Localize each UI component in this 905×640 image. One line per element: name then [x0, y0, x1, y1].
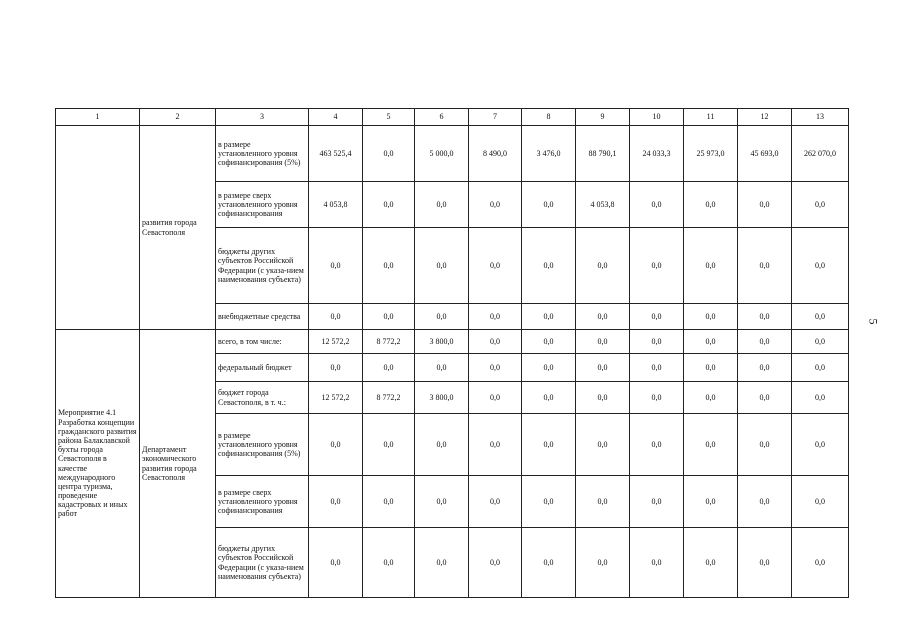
- value-cell: 0,0: [309, 304, 363, 330]
- value-cell: 0,0: [630, 382, 684, 414]
- value-cell: 0,0: [415, 228, 469, 304]
- value-cell: 3 800,0: [415, 382, 469, 414]
- value-cell: 0,0: [630, 330, 684, 354]
- value-cell: 0,0: [738, 414, 792, 476]
- value-cell: 0,0: [792, 354, 849, 382]
- value-cell: 0,0: [792, 476, 849, 528]
- funding-source-cell: в размере установленного уровня софинансирования (5%): [216, 126, 309, 182]
- funding-source-cell: внебюджетные средства: [216, 304, 309, 330]
- value-cell: 0,0: [363, 304, 415, 330]
- column-header: 2: [140, 109, 216, 126]
- value-cell: 88 790,1: [576, 126, 630, 182]
- value-cell: 0,0: [576, 382, 630, 414]
- value-cell: 0,0: [684, 414, 738, 476]
- funding-source-cell: бюджеты других субъектов Российской Федерации (с указа-нием наименования субъекта): [216, 228, 309, 304]
- value-cell: 0,0: [522, 382, 576, 414]
- funding-source-cell: бюджеты других субъектов Российской Федерации (с указа-нием наименования субъекта): [216, 528, 309, 598]
- value-cell: 0,0: [522, 182, 576, 228]
- value-cell: 0,0: [792, 182, 849, 228]
- value-cell: 0,0: [363, 354, 415, 382]
- value-cell: 0,0: [415, 476, 469, 528]
- activity-cell: [56, 126, 140, 330]
- value-cell: 0,0: [738, 382, 792, 414]
- value-cell: 0,0: [738, 304, 792, 330]
- value-cell: 0,0: [469, 476, 522, 528]
- value-cell: 0,0: [522, 528, 576, 598]
- column-header: 13: [792, 109, 849, 126]
- column-header: 8: [522, 109, 576, 126]
- value-cell: 0,0: [469, 528, 522, 598]
- value-cell: 0,0: [415, 528, 469, 598]
- value-cell: 0,0: [415, 182, 469, 228]
- value-cell: 0,0: [684, 476, 738, 528]
- funding-source-cell: в размере сверх установленного уровня софинансирования: [216, 182, 309, 228]
- value-cell: 4 053,8: [576, 182, 630, 228]
- value-cell: 0,0: [363, 126, 415, 182]
- value-cell: 0,0: [576, 528, 630, 598]
- value-cell: 0,0: [576, 414, 630, 476]
- value-cell: 0,0: [576, 304, 630, 330]
- value-cell: 0,0: [415, 414, 469, 476]
- budget-table: [55, 108, 849, 598]
- value-cell: 0,0: [309, 354, 363, 382]
- value-cell: 0,0: [630, 414, 684, 476]
- value-cell: 0,0: [684, 354, 738, 382]
- value-cell: 0,0: [576, 228, 630, 304]
- value-cell: 0,0: [684, 304, 738, 330]
- value-cell: 0,0: [469, 182, 522, 228]
- column-header: 11: [684, 109, 738, 126]
- value-cell: 3 800,0: [415, 330, 469, 354]
- value-cell: 0,0: [738, 182, 792, 228]
- value-cell: 8 490,0: [469, 126, 522, 182]
- activity-cell: Мероприятие 4.1 Разработка концепции гражданского развития района Балаклавской бухты города Севастополя в качестве международного центра туризма, проведение кадастровых и иных работ: [56, 330, 140, 598]
- value-cell: 0,0: [684, 528, 738, 598]
- value-cell: 0,0: [309, 528, 363, 598]
- value-cell: 0,0: [469, 228, 522, 304]
- value-cell: 0,0: [630, 528, 684, 598]
- value-cell: 0,0: [738, 476, 792, 528]
- funding-source-cell: в размере сверх установленного уровня софинансирования: [216, 476, 309, 528]
- value-cell: 0,0: [684, 330, 738, 354]
- value-cell: 0,0: [522, 330, 576, 354]
- value-cell: 262 070,0: [792, 126, 849, 182]
- value-cell: 0,0: [792, 330, 849, 354]
- value-cell: 0,0: [792, 382, 849, 414]
- funding-source-cell: федеральный бюджет: [216, 354, 309, 382]
- value-cell: 463 525,4: [309, 126, 363, 182]
- value-cell: 0,0: [738, 228, 792, 304]
- executor-cell: развития города Севастополя: [140, 126, 216, 330]
- value-cell: 0,0: [363, 182, 415, 228]
- value-cell: 0,0: [363, 414, 415, 476]
- value-cell: 0,0: [684, 382, 738, 414]
- value-cell: 0,0: [792, 414, 849, 476]
- value-cell: 0,0: [738, 528, 792, 598]
- value-cell: 0,0: [684, 228, 738, 304]
- value-cell: 0,0: [363, 228, 415, 304]
- value-cell: 0,0: [522, 354, 576, 382]
- value-cell: 0,0: [576, 330, 630, 354]
- value-cell: 0,0: [309, 414, 363, 476]
- value-cell: 0,0: [792, 528, 849, 598]
- value-cell: 0,0: [522, 304, 576, 330]
- value-cell: 0,0: [415, 354, 469, 382]
- value-cell: 0,0: [576, 354, 630, 382]
- value-cell: 0,0: [469, 354, 522, 382]
- value-cell: 0,0: [522, 476, 576, 528]
- value-cell: 0,0: [792, 304, 849, 330]
- value-cell: 4 053,8: [309, 182, 363, 228]
- value-cell: 0,0: [469, 382, 522, 414]
- value-cell: 45 693,0: [738, 126, 792, 182]
- column-header: 7: [469, 109, 522, 126]
- value-cell: 0,0: [684, 182, 738, 228]
- funding-source-cell: в размере установленного уровня софинансирования (5%): [216, 414, 309, 476]
- value-cell: 5 000,0: [415, 126, 469, 182]
- value-cell: 24 033,3: [630, 126, 684, 182]
- header-row: [56, 109, 849, 126]
- column-header: 5: [363, 109, 415, 126]
- value-cell: 12 572,2: [309, 330, 363, 354]
- value-cell: 0,0: [309, 228, 363, 304]
- value-cell: 0,0: [738, 354, 792, 382]
- column-header: 10: [630, 109, 684, 126]
- value-cell: 8 772,2: [363, 382, 415, 414]
- value-cell: 0,0: [522, 228, 576, 304]
- table-row: [56, 126, 849, 182]
- page-number: 5: [866, 318, 881, 325]
- column-header: 1: [56, 109, 140, 126]
- funding-source-cell: бюджет города Севастополя, в т. ч.:: [216, 382, 309, 414]
- column-header: 3: [216, 109, 309, 126]
- value-cell: 0,0: [522, 414, 576, 476]
- value-cell: 8 772,2: [363, 330, 415, 354]
- column-header: 12: [738, 109, 792, 126]
- executor-cell: Департамент экономического развития города Севастополя: [140, 330, 216, 598]
- funding-source-cell: всего, в том числе:: [216, 330, 309, 354]
- value-cell: 0,0: [576, 476, 630, 528]
- value-cell: 0,0: [363, 476, 415, 528]
- value-cell: 0,0: [792, 228, 849, 304]
- column-header: 6: [415, 109, 469, 126]
- value-cell: 0,0: [630, 304, 684, 330]
- value-cell: 0,0: [630, 228, 684, 304]
- value-cell: 0,0: [469, 330, 522, 354]
- value-cell: 0,0: [469, 304, 522, 330]
- value-cell: 3 476,0: [522, 126, 576, 182]
- value-cell: 0,0: [309, 476, 363, 528]
- table-row: [56, 330, 849, 354]
- column-header: 4: [309, 109, 363, 126]
- column-header: 9: [576, 109, 630, 126]
- value-cell: 0,0: [738, 330, 792, 354]
- value-cell: 12 572,2: [309, 382, 363, 414]
- value-cell: 0,0: [630, 182, 684, 228]
- value-cell: 0,0: [630, 354, 684, 382]
- value-cell: 0,0: [630, 476, 684, 528]
- value-cell: 25 973,0: [684, 126, 738, 182]
- value-cell: 0,0: [415, 304, 469, 330]
- value-cell: 0,0: [469, 414, 522, 476]
- value-cell: 0,0: [363, 528, 415, 598]
